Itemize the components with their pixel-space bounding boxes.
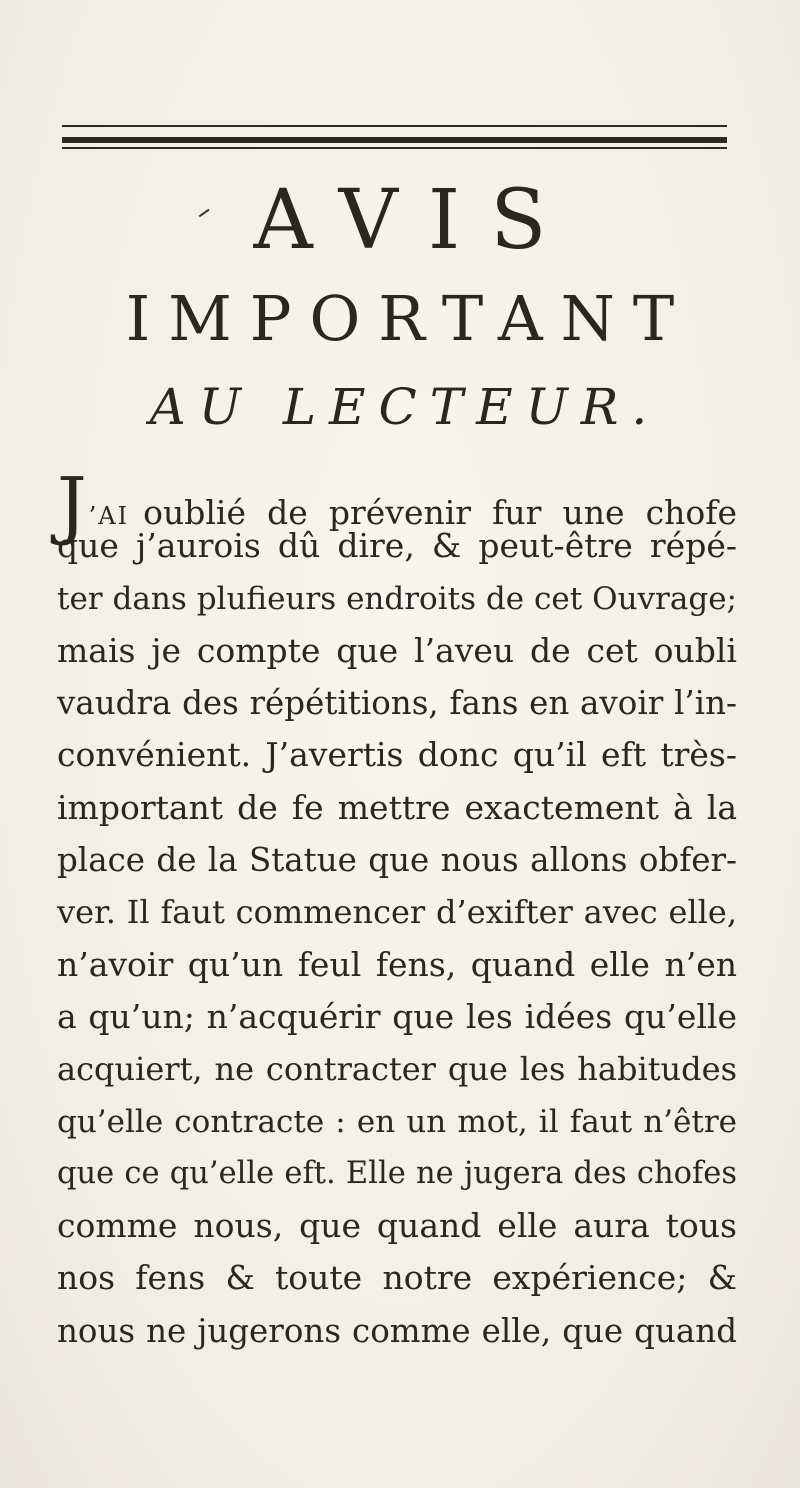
first-word-rest: ’AI xyxy=(88,502,130,530)
top-rule-thin xyxy=(62,125,727,127)
text-line-13: qu’elle contracte : en un mot, il faut n’être xyxy=(57,1103,737,1140)
text-line-12: acquiert, ne contracter que les habitudes xyxy=(57,1050,737,1089)
text-line-2: que j’aurois dû dire, & peut-être répé- xyxy=(57,526,737,566)
text-line-8: place de la Statue que nous allons obfer- xyxy=(57,841,737,880)
top-rule-thick xyxy=(62,137,727,143)
text-line-5: vaudra des répétitions, fans en avoir l’in- xyxy=(57,684,737,723)
text-line-10: n’avoir qu’un feul fens, quand elle n’en xyxy=(57,944,737,984)
text-line-14: que ce qu’elle eft. Elle ne jugera des chofes xyxy=(57,1155,737,1191)
top-rule-thin-lower xyxy=(62,147,727,149)
text-line-7: important de fe mettre exactement à la xyxy=(57,787,737,827)
text-line-3: ter dans plufieurs endroits de cet Ouvrage; xyxy=(57,580,737,617)
text-line-17: nous ne jugerons comme elle, que quand xyxy=(57,1311,737,1350)
title-avis: AVIS xyxy=(253,173,577,268)
title-au-lecteur: AU LECTEUR. xyxy=(149,378,661,436)
text-line-15: comme nous, que quand elle aura tous xyxy=(57,1206,737,1246)
notice-body xyxy=(57,462,737,1357)
drop-cap: J xyxy=(57,462,87,548)
text-line-16: nos fens & toute notre expérience; & xyxy=(57,1258,737,1298)
text-line-11: a qu’un; n’acquérir que les idées qu’elle xyxy=(57,996,737,1036)
title-important: IMPORTANT xyxy=(125,282,693,355)
text-line-9: ver. Il faut commencer d’exifter avec elle, xyxy=(57,893,737,932)
line-text: oublié de prévenir fur une chofe xyxy=(143,493,737,532)
text-line-4: mais je compte que l’aveu de cet oubli xyxy=(57,630,737,670)
text-line-6: convénient. J’avertis donc qu’il eft très- xyxy=(57,735,737,775)
